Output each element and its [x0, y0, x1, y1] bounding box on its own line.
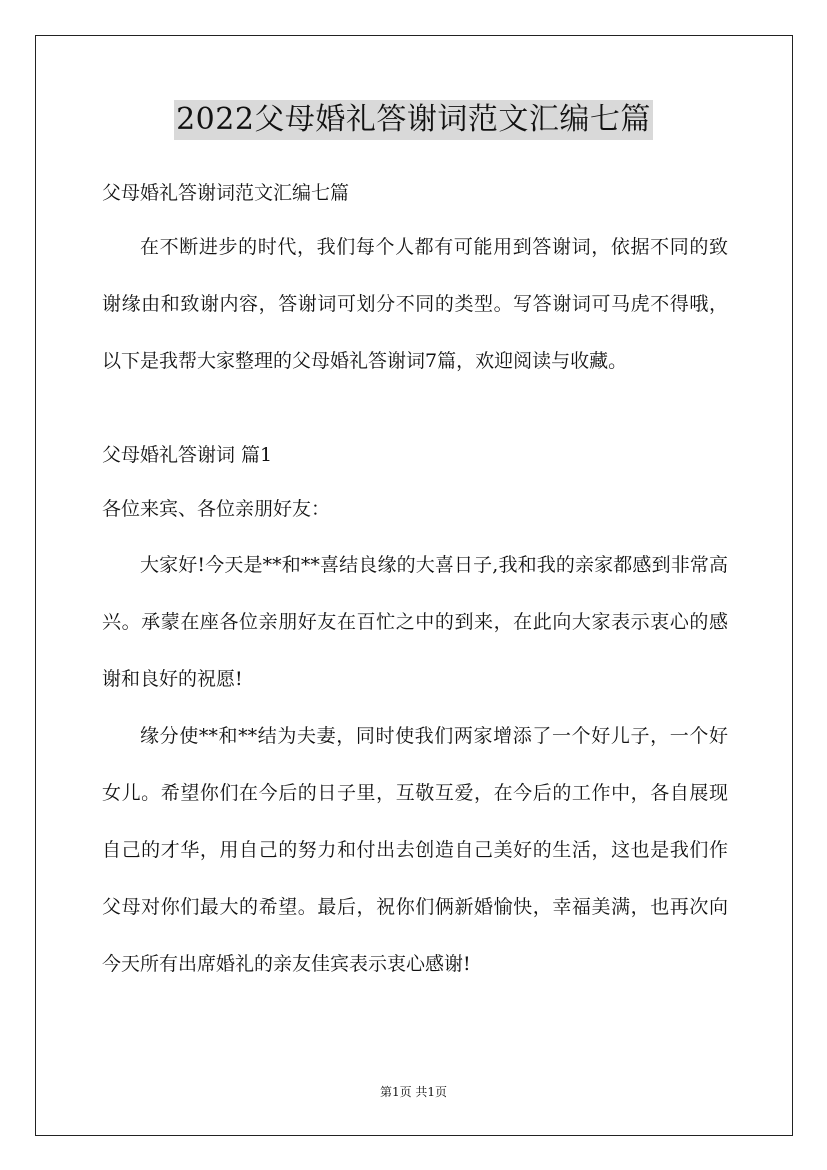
- document-subtitle: 父母婚礼答谢词范文汇编七篇: [102, 182, 350, 204]
- salutation: 各位来宾、各位亲朋好友：: [102, 498, 331, 520]
- body-paragraph: 缘分使**和**结为夫妻，同时使我们两家增添了一个好儿子，一个好女儿。希望你们在今后的日子里，互敬互爱，在今后的工作中，各自展现自己的才华，用自己的努力和付出去创造自己美好的生活，这也是我们作父母对你们最大的希望。最后，祝你们俩新婚愉快，幸福美满，也再次向今天所有出席婚礼的亲友佳宾表示衷心感谢!: [102, 725, 728, 975]
- body-paragraph: 大家好!今天是**和**喜结良缘的大喜日子,我和我的亲家都感到非常高兴。承蒙在座各位亲朋好友在百忙之中的到来，在此向大家表示衷心的感谢和良好的祝愿!: [102, 554, 728, 690]
- document-title: 2022父母婚礼答谢词范文汇编七篇: [174, 100, 653, 140]
- spacer: [102, 390, 728, 439]
- title-container: [0, 100, 827, 140]
- intro-paragraph: 在不断进步的时代，我们每个人都有可能用到答谢词，依据不同的致谢缘由和致谢内容，答谢词可划分不同的类型。写答谢词可马虎不得哦，以下是我帮大家整理的父母婚礼答谢词7篇，欢迎阅读与收藏。: [102, 236, 728, 372]
- section-heading: 父母婚礼答谢词 篇1: [102, 444, 273, 466]
- document-body: [102, 177, 728, 993]
- page-footer: 第1页 共1页: [379, 1085, 448, 1099]
